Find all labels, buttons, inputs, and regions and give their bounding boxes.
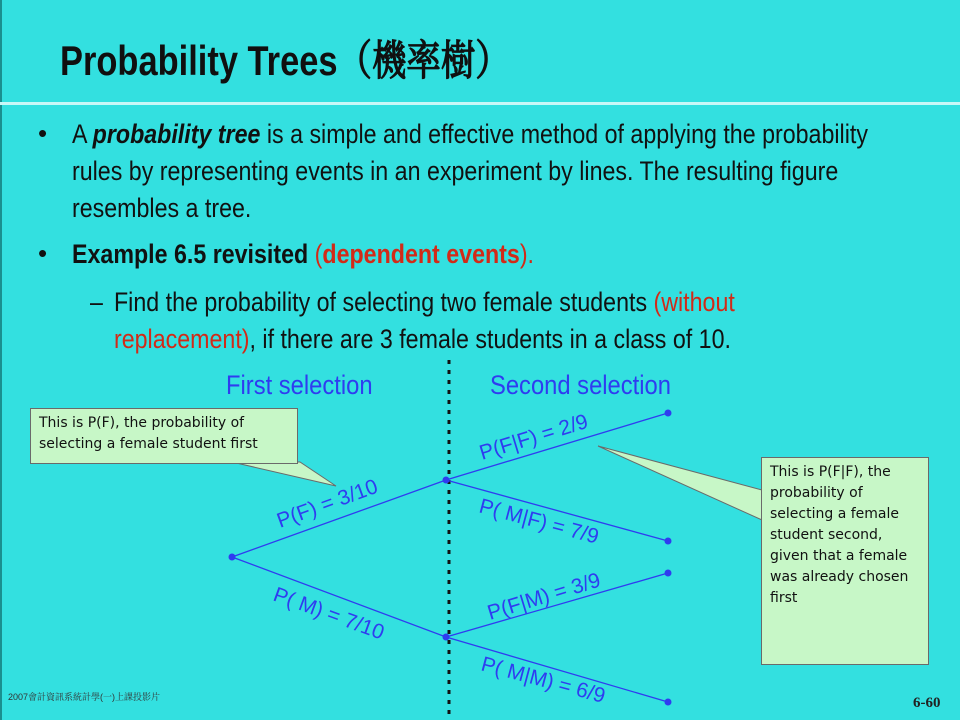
probability-tree-term: probability tree bbox=[92, 119, 261, 149]
callout1-pointer bbox=[232, 462, 336, 486]
label-pMM: P( M|M) = 6/9 bbox=[478, 652, 608, 708]
sub-bullet-text-b: , if there are 3 female students in a class of 10. bbox=[249, 324, 731, 354]
root-node bbox=[229, 554, 236, 561]
callout-pFF: This is P(F|F), the probability of selecting a female student second, given that a female was already chosen first bbox=[761, 457, 929, 665]
sub-bullet-dash: – bbox=[90, 287, 103, 317]
without-replacement-label: (without replacement) bbox=[114, 287, 735, 354]
second-selection-header: Second selection bbox=[490, 370, 671, 400]
slide-number: 6-60 bbox=[913, 695, 941, 711]
leaf-mm bbox=[665, 699, 672, 706]
paren-open: ( bbox=[308, 239, 323, 269]
example-label: Example 6.5 revisited bbox=[72, 239, 309, 269]
label-pF: P(F) = 3/10 bbox=[273, 474, 381, 533]
paren-close: ). bbox=[519, 239, 535, 269]
bullet1-text-b: is a simple and effective method of applying the probability rules by representing events in an experiment by lines. The resulting figure resembles a tree. bbox=[72, 119, 868, 223]
dependent-events-label: dependent events bbox=[322, 239, 520, 269]
first-selection-header: First selection bbox=[226, 370, 373, 400]
callout2-pointer bbox=[598, 446, 762, 520]
leaf-fm bbox=[665, 570, 672, 577]
bullet-marker: • bbox=[38, 238, 48, 268]
sub-bullet-text-a: Find the probability of selecting two female students bbox=[114, 287, 654, 317]
callout-pF: This is P(F), the probability of selecting a female student first bbox=[30, 408, 298, 464]
leaf-ff bbox=[665, 410, 672, 417]
node-male bbox=[443, 634, 450, 641]
bullet-marker: • bbox=[38, 118, 48, 148]
label-pMF: P( M|F) = 7/9 bbox=[476, 494, 602, 549]
label-pFF: P(F|F) = 2/9 bbox=[476, 409, 591, 465]
label-pM: P( M) = 7/10 bbox=[270, 583, 388, 645]
label-pFM: P(F|M) = 3/9 bbox=[484, 568, 604, 625]
bullet1-text-a: A bbox=[72, 119, 93, 149]
page-title: Probability Trees（機率樹） bbox=[60, 37, 510, 84]
footer-course-label: 2007會計資訊系統計學(一)上課投影片 bbox=[8, 692, 161, 702]
leaf-mf bbox=[665, 538, 672, 545]
node-female bbox=[443, 477, 450, 484]
